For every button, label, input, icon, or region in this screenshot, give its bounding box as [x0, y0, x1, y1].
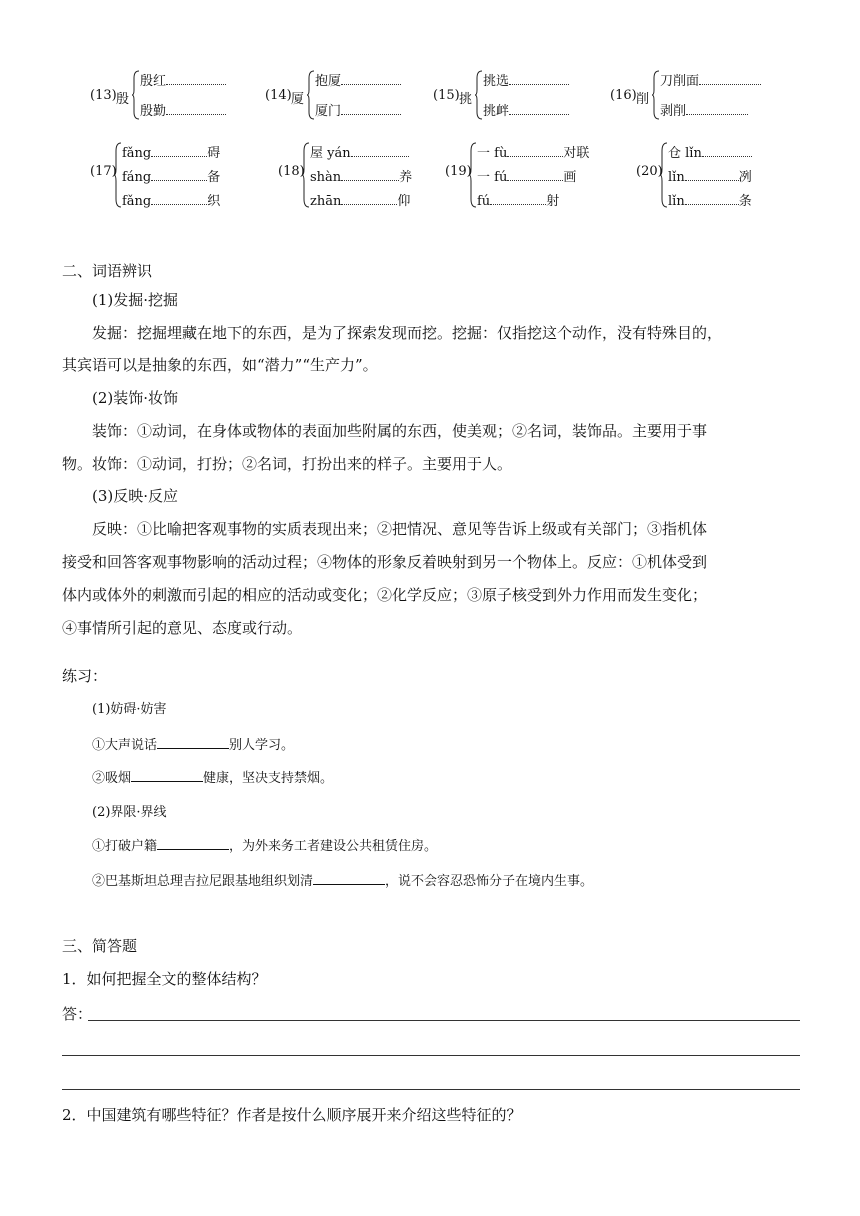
answer-blank[interactable]: [699, 72, 761, 85]
brace-icon: [302, 142, 310, 208]
practice-item: [92, 870, 593, 889]
answer-blank[interactable]: [151, 144, 207, 157]
pinyin: shàn: [310, 170, 342, 185]
word-char: 备: [207, 170, 221, 185]
item-number: (19): [445, 164, 472, 179]
word-char: 碍: [207, 146, 221, 161]
word-char: 射: [546, 194, 560, 209]
question-2: 2．中国建筑有哪些特征？作者是按什么顺序展开来介绍这些特征的？: [62, 1106, 522, 1124]
answer-blank[interactable]: [507, 168, 563, 181]
section-heading: 二、词语辨识: [62, 262, 153, 280]
pinyin: fáng: [122, 170, 152, 185]
brace-icon: [652, 70, 660, 120]
brace-icon: [307, 70, 315, 120]
paragraph-line: 物。妆饰：①动词，打扮；②名词，打扮出来的样子。主要用于人。: [62, 455, 513, 473]
practice-title: (2)界限·界线: [92, 805, 167, 820]
pinyin: fú: [477, 194, 491, 209]
answer-blank[interactable]: [490, 192, 546, 205]
paragraph-line: 体内或体外的刺激而引起的相应的活动或变化；②化学反应；③原子核受到外力作用而发生变化；: [62, 586, 708, 604]
word-char: 织: [207, 194, 221, 209]
pinyin: zhān: [310, 194, 342, 209]
practice-text: 别人学习。: [229, 738, 295, 753]
item-number: (20): [636, 164, 663, 179]
paragraph-line: 其宾语可以是抽象的东西，如“潜力”“生产力”。: [62, 356, 378, 374]
pinyin: 仓 lǐn: [668, 146, 702, 161]
answer-blank[interactable]: [702, 144, 752, 157]
paragraph-line: 装饰：①动词，在身体或物体的表面加些附属的东西，使美观；②名词，装饰品。主要用于事: [92, 422, 708, 440]
group-13: [90, 68, 240, 124]
item-head-char: 挑: [459, 92, 473, 107]
practice-title: (1)妨碍·妨害: [92, 702, 167, 717]
practice-text: ，说不会容忍恐怖分子在境内生事。: [385, 874, 594, 889]
word-item: 抱厦: [315, 74, 342, 89]
group-19: [445, 140, 605, 212]
paragraph-line: ④事情所引起的意见、态度或行动。: [62, 619, 303, 637]
answer-blank[interactable]: [509, 102, 569, 115]
item-number: (16): [610, 88, 637, 103]
item-number: (18): [278, 164, 305, 179]
paragraph-line: 发掘：挖掘埋藏在地下的东西，是为了探索发现而挖。挖掘：仅指挖这个动作，没有特殊目的，: [92, 324, 723, 342]
pinyin: fǎng: [122, 194, 152, 209]
practice-text: ②吸烟: [92, 771, 132, 786]
practice-heading: 练习：: [62, 667, 108, 685]
answer-blank[interactable]: [351, 144, 409, 157]
answer-label: 答：: [62, 1005, 93, 1023]
answer-blank[interactable]: [166, 102, 226, 115]
word-item: 厦门: [315, 104, 342, 119]
practice-text: ②巴基斯坦总理吉拉尼跟基地组织划清: [92, 874, 314, 889]
brace-icon: [114, 142, 122, 208]
item-head-char: 殷: [116, 92, 130, 107]
answer-line[interactable]: [62, 1055, 800, 1056]
word-char: 冽: [738, 170, 752, 185]
answer-blank[interactable]: [151, 168, 207, 181]
brace-icon: [469, 142, 477, 208]
pinyin: 一 fú: [477, 170, 508, 185]
answer-blank[interactable]: [341, 168, 399, 181]
group-17: [90, 140, 240, 212]
item-number: (15): [433, 88, 460, 103]
entry-title: (2)装饰·妆饰: [92, 389, 179, 407]
practice-text: ，为外来务工者建设公共租赁住房。: [229, 839, 438, 854]
pinyin: fǎng: [122, 146, 152, 161]
group-16: [610, 68, 770, 124]
brace-icon: [132, 70, 140, 120]
item-head-char: 厦: [291, 92, 305, 107]
answer-blank[interactable]: [166, 72, 226, 85]
practice-text: 健康，坚决支持禁烟。: [203, 771, 334, 786]
group-20: [636, 140, 786, 212]
practice-item: [92, 767, 333, 786]
answer-blank[interactable]: [685, 168, 739, 181]
answer-blank[interactable]: [313, 871, 385, 885]
group-18: [278, 140, 428, 212]
word-item: 刀削面: [660, 74, 700, 89]
group-15: [433, 68, 583, 124]
answer-line[interactable]: [62, 1089, 800, 1090]
answer-blank[interactable]: [686, 102, 748, 115]
answer-blank[interactable]: [509, 72, 569, 85]
pinyin: lǐn: [668, 170, 685, 185]
pinyin: 一 fù: [477, 146, 508, 161]
brace-icon: [660, 142, 668, 208]
word-char: 仰: [397, 194, 411, 209]
brace-icon: [475, 70, 483, 120]
entry-title: (3)反映·反应: [92, 487, 179, 505]
word-item: 殷勤: [140, 104, 167, 119]
answer-blank[interactable]: [157, 735, 229, 749]
word-item: 挑选: [483, 74, 510, 89]
question-1: 1．如何把握全文的整体结构？: [62, 970, 267, 988]
answer-blank[interactable]: [341, 72, 401, 85]
paragraph-line: 反映：①比喻把客观事物的实质表现出来；②把情况、意见等告诉上级或有关部门；③指机体: [92, 520, 708, 538]
answer-line[interactable]: [88, 1020, 800, 1021]
word-char: 养: [399, 170, 413, 185]
practice-item: [92, 734, 294, 753]
answer-blank[interactable]: [341, 192, 397, 205]
section-heading: 三、简答题: [62, 937, 138, 955]
word-char: 对联: [563, 146, 590, 161]
answer-blank[interactable]: [131, 768, 203, 782]
practice-text: ①大声说话: [92, 738, 158, 753]
word-item: 殷红: [140, 74, 167, 89]
word-char: 条: [738, 194, 752, 209]
answer-blank[interactable]: [341, 102, 401, 115]
item-head-char: 削: [636, 92, 650, 107]
answer-blank[interactable]: [157, 836, 229, 850]
paragraph-line: 接受和回答客观事物影响的活动过程；④物体的形象反着映射到另一个物体上。反应：①机体受到: [62, 553, 708, 571]
answer-blank[interactable]: [685, 192, 739, 205]
practice-text: ①打破户籍: [92, 839, 158, 854]
item-number: (17): [90, 164, 117, 179]
answer-blank[interactable]: [151, 192, 207, 205]
pinyin: lǐn: [668, 194, 685, 209]
item-number: (14): [265, 88, 292, 103]
word-item: 剥削: [660, 104, 687, 119]
answer-blank[interactable]: [507, 144, 563, 157]
group-14: [265, 68, 415, 124]
entry-title: (1)发掘·挖掘: [92, 291, 179, 309]
item-number: (13): [90, 88, 117, 103]
word-char: 画: [563, 170, 577, 185]
practice-item: [92, 835, 437, 854]
pinyin: 屋 yán: [310, 146, 351, 161]
word-item: 挑衅: [483, 104, 510, 119]
